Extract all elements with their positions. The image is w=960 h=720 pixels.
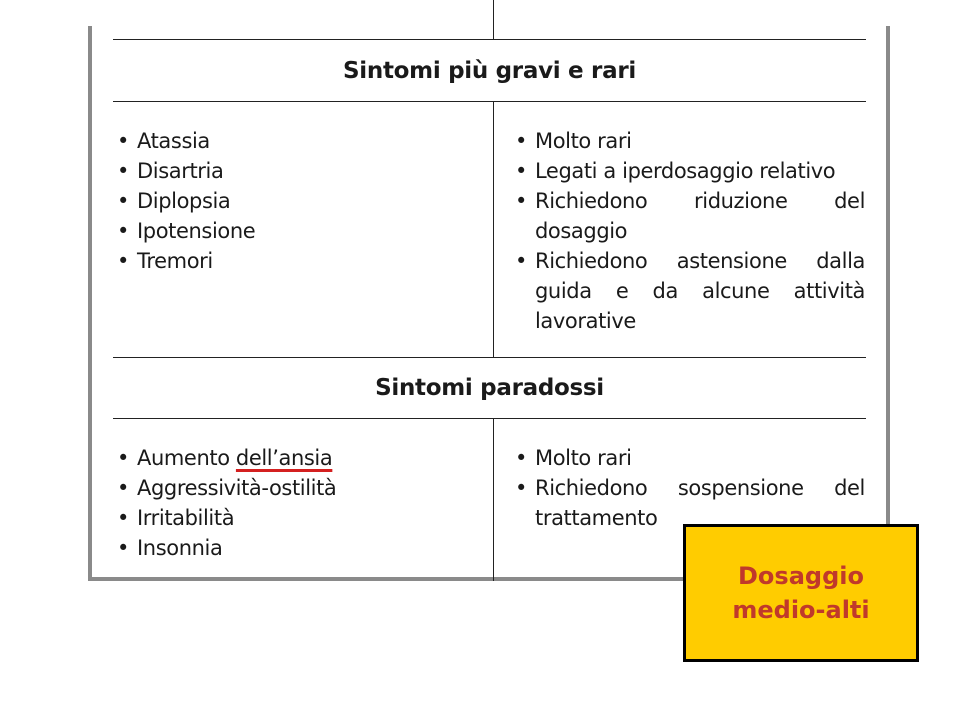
list-item: • Irritabilità [117, 506, 235, 530]
highlighted-term: dell’ansia [235, 446, 333, 470]
divider-line [113, 418, 866, 419]
column-divider [493, 101, 494, 357]
divider-line [113, 101, 866, 102]
list-item: • Molto rari [515, 129, 632, 153]
list-item: • Aumento dell’ansia [117, 446, 333, 470]
section-title-gravi: Sintomi più gravi e rari [343, 58, 636, 84]
divider-line [113, 39, 866, 40]
symptom-list-gravi [117, 126, 477, 276]
column-divider [493, 418, 494, 581]
column-divider-top [493, 0, 494, 39]
list-item: • Richiedono astensione dalla guida e da alcune attività lavorative [515, 249, 865, 333]
list-item: • Diplopsia [117, 189, 231, 213]
list-item: • Richiedono sospensione del trattamento [515, 476, 865, 530]
symptom-list-paradossi [117, 443, 477, 563]
list-item: • Ipotensione [117, 219, 256, 243]
list-item: • Tremori [117, 249, 213, 273]
list-item: • Insonnia [117, 536, 223, 560]
section-title-paradossi: Sintomi paradossi [375, 375, 604, 401]
notes-list-paradossi [515, 443, 865, 533]
list-item: • Atassia [117, 129, 210, 153]
callout-text: Dosaggio medio-alti [732, 562, 870, 624]
list-item: • Disartria [117, 159, 224, 183]
list-item: • Molto rari [515, 446, 632, 470]
dosage-callout [683, 524, 919, 662]
list-item: • Legati a iperdosaggio relativo [515, 159, 836, 183]
list-item: • Richiedono riduzione del dosaggio [515, 189, 865, 243]
list-item: • Aggressività-ostilità [117, 476, 337, 500]
divider-line [113, 357, 866, 358]
notes-list-gravi [515, 126, 865, 336]
